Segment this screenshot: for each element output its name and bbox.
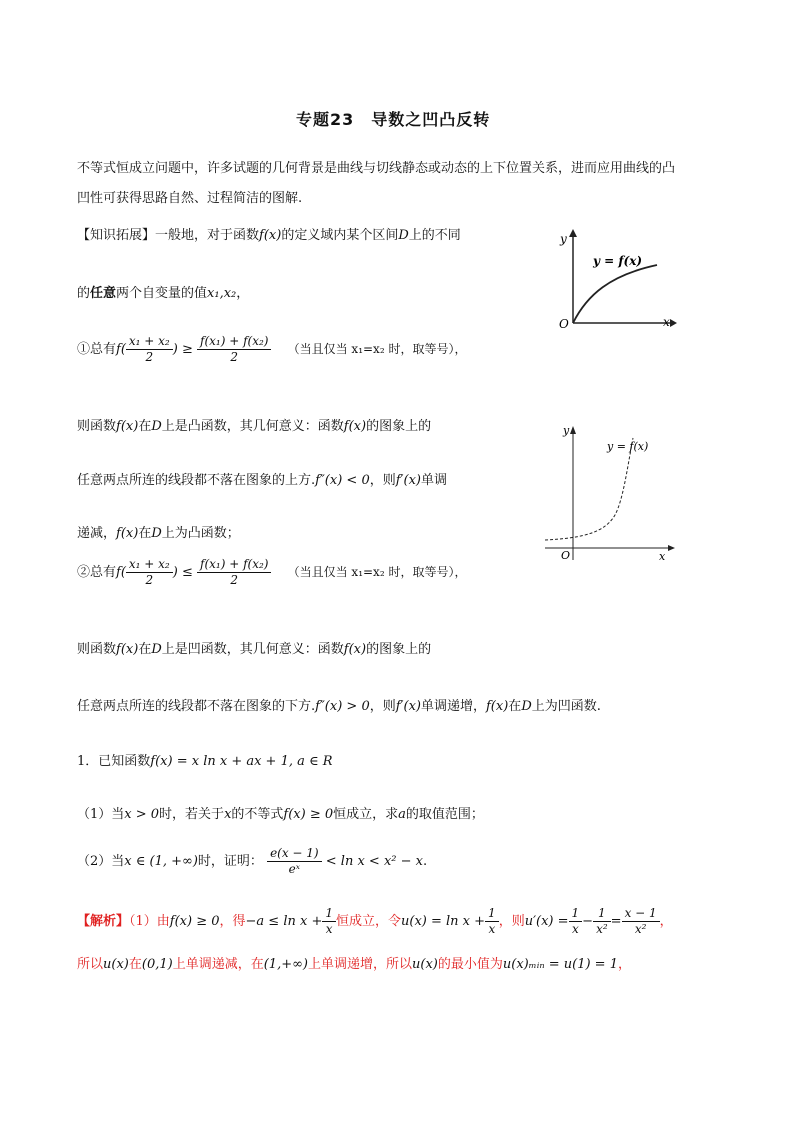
intro-line-1: 不等式恒成立问题中，许多试题的几何背景是曲线与切线静态或动态的上下位置关系，进而应用曲线的凸 [77, 161, 676, 176]
graph1-curve-label: y = f(x) [593, 254, 643, 268]
knowledge-line-1: 【知识拓展】一般地，对于函数f(x)的定义域内某个区间D上的不同 [77, 228, 461, 243]
graph2-xlabel: x [659, 550, 666, 563]
graph2-origin: O [561, 549, 571, 562]
concave-graph [535, 225, 705, 335]
case1-line-4: 递减，f(x)在D上为凸函数； [77, 526, 240, 541]
graph1-xlabel: x [663, 315, 670, 329]
graph1-ylabel: y [560, 232, 567, 246]
graph2-ylabel: y [563, 424, 570, 437]
case1-inequality: ①总有f( $\frac{\text{x₁ + x₂}}{2}$ ) ≥ $\frac{\text{f(x₁) + f(x₂)}}{2}$ （当且仅当 x₁=x₂ 时，取等号）， [77, 334, 467, 364]
knowledge-line-2: 的任意两个自变量的值x₁,x₂， [77, 286, 250, 301]
graph2-curve-label: y = f(x) [607, 440, 649, 453]
page-title: 专题23 导数之凹凸反转 [296, 110, 491, 129]
problem-q2: （2）当x ∈ (1, +∞)时，证明： $\frac{e(x - 1)}{\text{eˣ}}$ < ln x < x² − x. [77, 846, 428, 876]
intro-line-2: 凹性可获得思路自然、过程简洁的图解. [77, 191, 303, 206]
solution-line-2: 所以u(x)在(0,1)上单调递减，在(1,+∞)上单调递增，所以u(x)的最小值为u(x)ₘᵢₙ = u(1) = 1， [77, 957, 631, 972]
problem-q1: （1）当x > 0时，若关于x的不等式f(x) ≥ 0恒成立，求a的取值范围； [77, 807, 484, 822]
case2-inequality: ②总有f( $\frac{\text{x₁ + x₂}}{2}$ ) ≤ $\frac{\text{f(x₁) + f(x₂)}}{2}$ （当且仅当 x₁=x₂ 时，取等号）， [77, 557, 467, 587]
convex-graph [535, 420, 685, 570]
case1-line-3: 任意两点所连的线段都不落在图象的上方.f″(x) < 0，则f′(x)单调 [77, 473, 447, 488]
case2-line-3: 任意两点所连的线段都不落在图象的下方.f″(x) > 0，则f′(x)单调递增，f(x)在D上为凹函数. [77, 699, 601, 714]
case1-line-2: 则函数f(x)在D上是凸函数，其几何意义：函数f(x)的图象上的 [77, 419, 432, 434]
solution-line-1: 【解析】（1）由f(x) ≥ 0，得−a ≤ ln x + $\frac{1}{x}$ 恒成立，令u(x) = ln x + $\frac{1}{x}$ ，则u′(x) = $\frac{1}{x}$ − $\frac{1}{\text{x²}}$ = $\frac{x - 1}{\text{x²}}$ ， [77, 906, 673, 936]
graph1-origin: O [559, 317, 569, 331]
case2-line-2: 则函数f(x)在D上是凹函数，其几何意义：函数f(x)的图象上的 [77, 642, 432, 657]
problem-stem: 1．已知函数f(x) = x ln x + ax + 1, a ∈ R [77, 754, 333, 769]
knowledge-tag: 【知识拓展】 [77, 228, 156, 243]
solution-tag: 【解析】 [77, 914, 130, 929]
